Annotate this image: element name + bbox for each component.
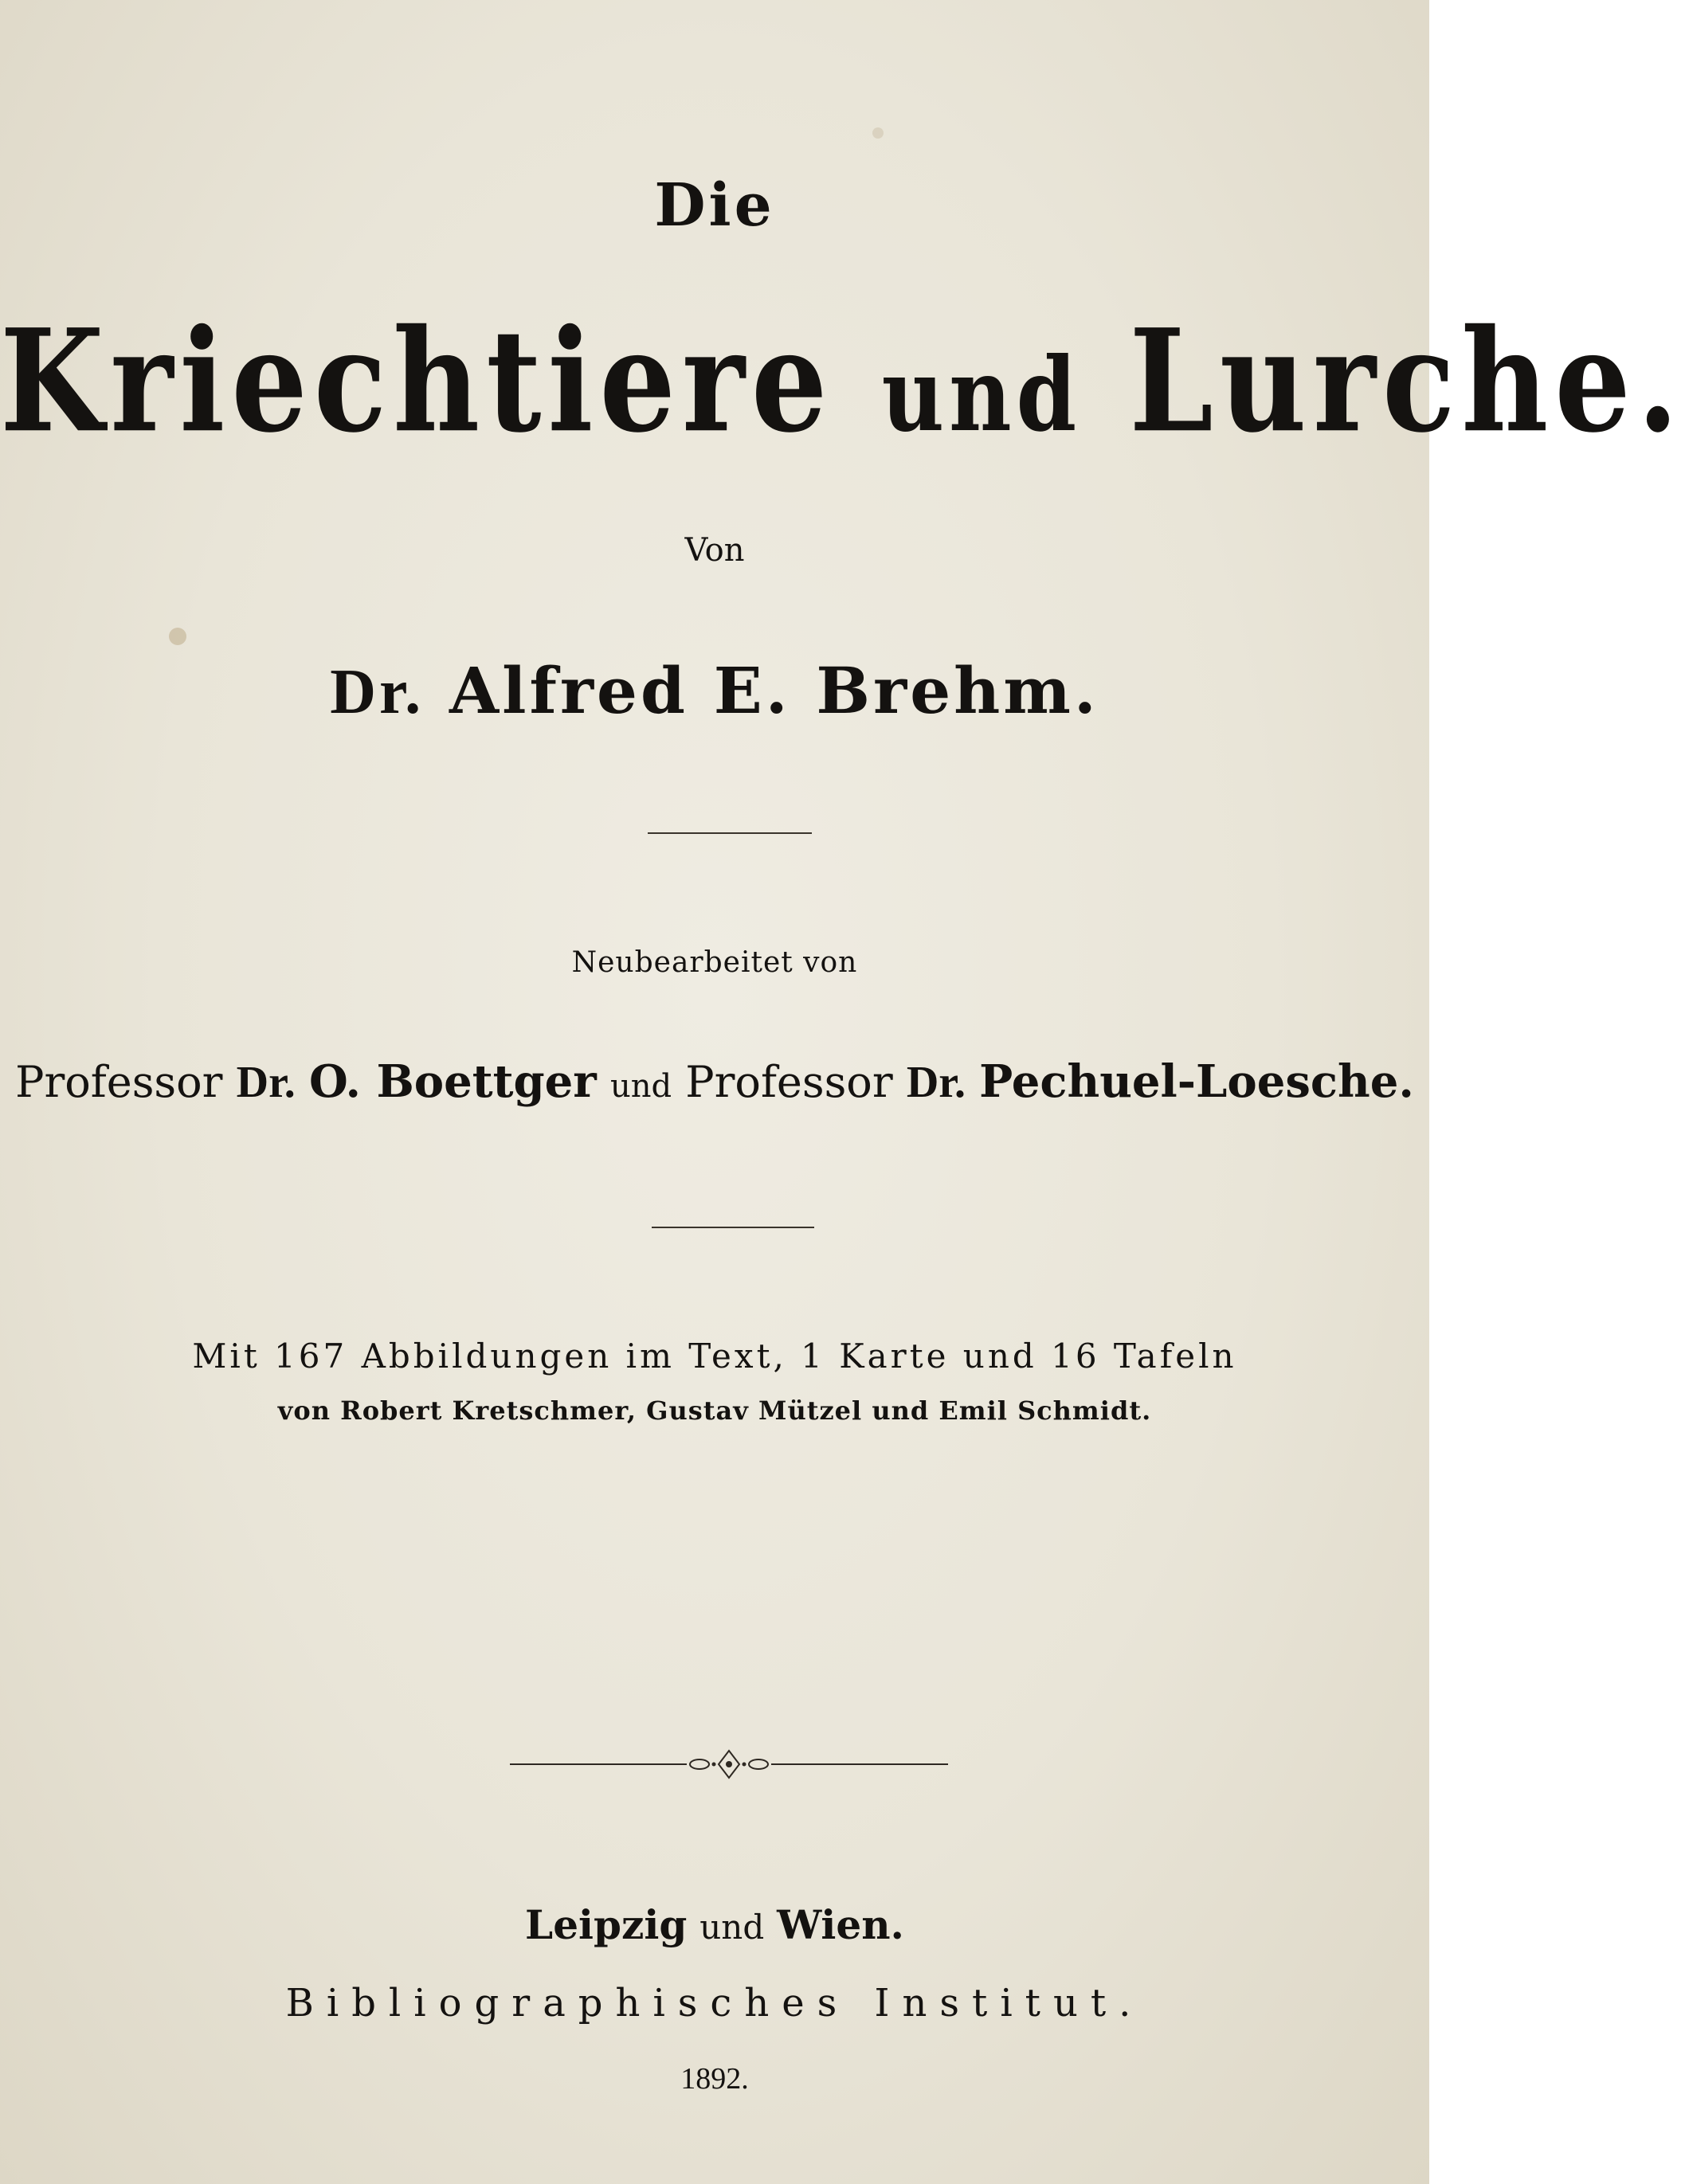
illustrations-line: Mit 167 Abbildungen im Text, 1 Karte und 16 Tafeln bbox=[192, 1337, 1237, 1376]
title-part-kriechtiere: Kriechtiere bbox=[0, 299, 834, 464]
editor1-role: Professor bbox=[15, 1057, 223, 1107]
city-line bbox=[0, 1901, 1429, 1948]
by-line: Von bbox=[684, 532, 745, 569]
ornament-divider bbox=[510, 1744, 948, 1784]
title-conjunction: und bbox=[881, 336, 1082, 455]
editors-conjunction: und bbox=[609, 1068, 672, 1105]
divider-rule bbox=[648, 832, 812, 834]
revised-by-line: Neubearbeitet von bbox=[571, 946, 858, 979]
author-title: Dr. bbox=[330, 657, 425, 727]
divider-rule bbox=[652, 1227, 814, 1228]
author-line bbox=[0, 653, 1429, 729]
editor1-dr: Dr. bbox=[236, 1058, 296, 1107]
city-leipzig: Leipzig bbox=[525, 1901, 688, 1948]
editors-line bbox=[0, 1055, 1429, 1108]
publisher-line: Bibliographisches Institut. bbox=[285, 1981, 1144, 2025]
title-article: Die bbox=[654, 171, 775, 240]
publication-year: 1892. bbox=[680, 2062, 749, 2096]
title-part-lurche: Lurche. bbox=[1129, 299, 1685, 464]
city-conjunction: und bbox=[699, 1908, 765, 1947]
foxing-spot bbox=[169, 628, 186, 645]
editor2-dr: Dr. bbox=[906, 1058, 966, 1107]
artists-line: von Robert Kretschmer, Gustav Mützel und Emil Schmidt. bbox=[277, 1395, 1152, 1426]
editor1-name: O. Boettger bbox=[308, 1055, 597, 1108]
city-wien: Wien. bbox=[777, 1901, 904, 1948]
editor2-role: Professor bbox=[685, 1057, 893, 1107]
author-name: Alfred E. Brehm. bbox=[449, 653, 1099, 728]
editor2-name: Pechuel-Loesche. bbox=[979, 1055, 1414, 1108]
main-title bbox=[0, 299, 1685, 464]
foxing-spot bbox=[872, 127, 884, 139]
